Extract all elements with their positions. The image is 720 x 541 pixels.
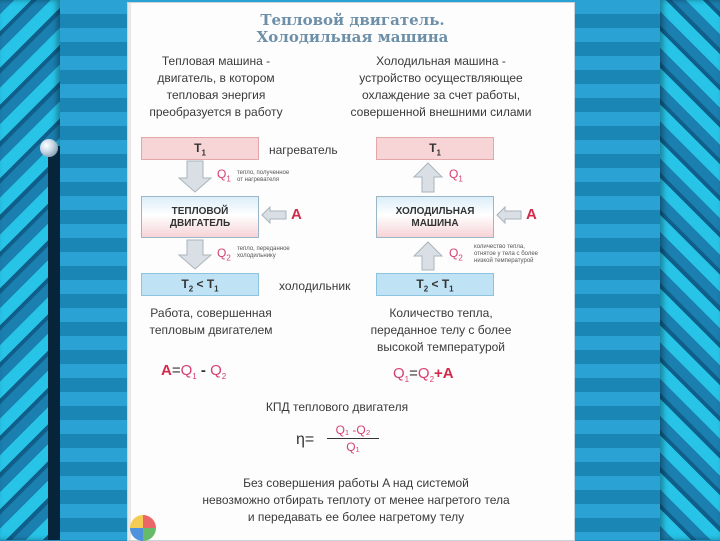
fridge-q2-note — [474, 244, 554, 265]
definition-right-line: совершенной внешними силами — [350, 105, 532, 119]
equals-sign: = — [171, 362, 181, 379]
fraction-denominator: Q₁ — [346, 440, 360, 454]
note-line: тепло, полученное — [237, 170, 290, 176]
explanation-line: Количество тепла, — [389, 306, 493, 320]
up-arrow-icon — [414, 163, 442, 192]
engine-q1-label — [217, 167, 231, 183]
q-symbol: Q — [180, 362, 193, 379]
fridge-q2-label — [449, 246, 463, 262]
cooler-label: холодильник — [279, 279, 351, 293]
work-formula — [161, 362, 226, 381]
q-subscript: 1 — [404, 375, 410, 384]
heater-temp-subscript: 1 — [436, 148, 441, 158]
logo-icon — [130, 515, 156, 541]
cooler-comparison: < T — [428, 277, 450, 291]
explanation-line: переданное телу с более — [370, 323, 512, 337]
cooler-temp-subscript: 1 — [214, 284, 219, 294]
fridge-label-line: ХОЛОДИЛЬНАЯ — [395, 206, 475, 217]
cooler-box-left — [141, 273, 259, 296]
heater-temp-symbol: T — [194, 141, 202, 155]
definition-right-line: охлаждение за счет работы, — [361, 88, 521, 102]
cooler-temp-symbol: T — [181, 277, 189, 291]
down-arrow-icon — [179, 240, 211, 269]
q-subscript: 2 — [458, 253, 463, 263]
fridge-label-line: МАШИНА — [411, 218, 459, 229]
cooler-comparison: < T — [193, 277, 215, 291]
note-line: отнятое у тела с более — [474, 251, 539, 257]
definition-left-line: преобразуется в работу — [149, 105, 283, 119]
definition-left-line: тепловая энергия — [166, 88, 266, 102]
efficiency-fraction — [327, 422, 379, 455]
note-line: холодильнику — [237, 253, 276, 259]
q-symbol: Q — [449, 167, 459, 181]
work-symbol: A — [442, 365, 454, 382]
cooler-temp-subscript: 2 — [188, 284, 194, 294]
engine-q2-label — [217, 246, 231, 262]
cooler-temp-symbol: T — [416, 277, 424, 291]
fridge-q1-label — [449, 167, 463, 183]
engine-label-line: ТЕПЛОВОЙ — [171, 206, 229, 217]
equals-sign: = — [304, 431, 315, 448]
q-symbol: Q — [217, 167, 227, 181]
fridge-work-label: A — [526, 206, 537, 223]
q-subscript: 2 — [221, 372, 227, 381]
engine-q1-note — [237, 170, 317, 184]
minus-sign: - — [196, 362, 211, 379]
content-panel — [128, 3, 574, 540]
definition-left-line: Тепловая машина - — [161, 54, 271, 68]
plus-sign: + — [434, 365, 443, 382]
fridge-box — [376, 196, 494, 238]
explanation-line: Работа, совершенная — [150, 306, 272, 320]
q-subscript: 1 — [458, 174, 463, 184]
q-symbol: Q — [210, 362, 222, 379]
efficiency-eta — [296, 431, 314, 449]
right-decorative-border — [660, 0, 720, 540]
diagram-arrows — [131, 3, 574, 540]
q-symbol: Q — [393, 365, 405, 382]
left-dark-rail — [48, 146, 60, 540]
q-symbol: Q — [417, 365, 430, 382]
page-title-line1: Тепловой двигатель. — [260, 11, 445, 29]
heater-label: нагреватель — [269, 143, 338, 157]
q-symbol: Q — [217, 246, 227, 260]
left-arrow-icon — [262, 207, 286, 223]
heat-engine-box — [141, 196, 259, 238]
eta-symbol: η — [296, 431, 305, 448]
definition-right-line: Холодильная машина - — [376, 54, 506, 68]
note-line: от нагревателя — [237, 177, 280, 183]
work-symbol: A — [161, 362, 172, 379]
heater-temp-symbol: T — [429, 141, 437, 155]
efficiency-heading: КПД теплового двигателя — [265, 400, 409, 414]
explanation-line: высокой температурой — [377, 340, 505, 354]
conclusion-line: невозможно отбирать теплоту от менее нагретого тела — [202, 493, 510, 507]
left-arrow-icon — [497, 207, 521, 223]
cooler-box-right — [376, 273, 494, 296]
engine-label-line: ДВИГАТЕЛЬ — [169, 218, 231, 229]
work-explanation — [131, 305, 291, 339]
cooler-temp-subscript: 2 — [423, 284, 429, 294]
conclusion-line: Без совершения работы A над системой — [243, 476, 469, 490]
q-subscript: 2 — [226, 253, 231, 263]
note-line: количество тепла, — [474, 244, 525, 250]
heater-temp-subscript: 1 — [201, 148, 206, 158]
q-symbol: Q — [449, 246, 459, 260]
conclusion-line: и передавать ее более нагретому телу — [247, 510, 465, 524]
equals-sign: = — [409, 365, 418, 382]
engine-work-label: A — [291, 206, 302, 223]
definition-right-line: устройство осуществляющее — [359, 71, 523, 85]
q-subscript: 2 — [429, 375, 435, 384]
note-line: низкой температурой — [474, 258, 534, 264]
fraction-numerator: Q₁ -Q₂ — [327, 422, 379, 439]
bullet-dot-icon — [40, 139, 58, 157]
up-arrow-icon — [414, 242, 442, 270]
engine-q2-note — [237, 246, 317, 260]
cooler-temp-subscript: 1 — [449, 284, 454, 294]
conclusion-text — [156, 475, 556, 526]
definition-left-line: двигатель, в котором — [157, 71, 275, 85]
note-line: тепло, переданное — [237, 246, 290, 252]
q-subscript: 1 — [192, 372, 197, 381]
page-title-line2: Холодильная машина — [256, 28, 449, 46]
down-arrow-icon — [179, 161, 211, 192]
q-subscript: 1 — [226, 174, 231, 184]
explanation-line: тепловым двигателем — [149, 323, 273, 337]
heat-explanation — [341, 305, 541, 356]
heat-formula — [393, 365, 454, 384]
